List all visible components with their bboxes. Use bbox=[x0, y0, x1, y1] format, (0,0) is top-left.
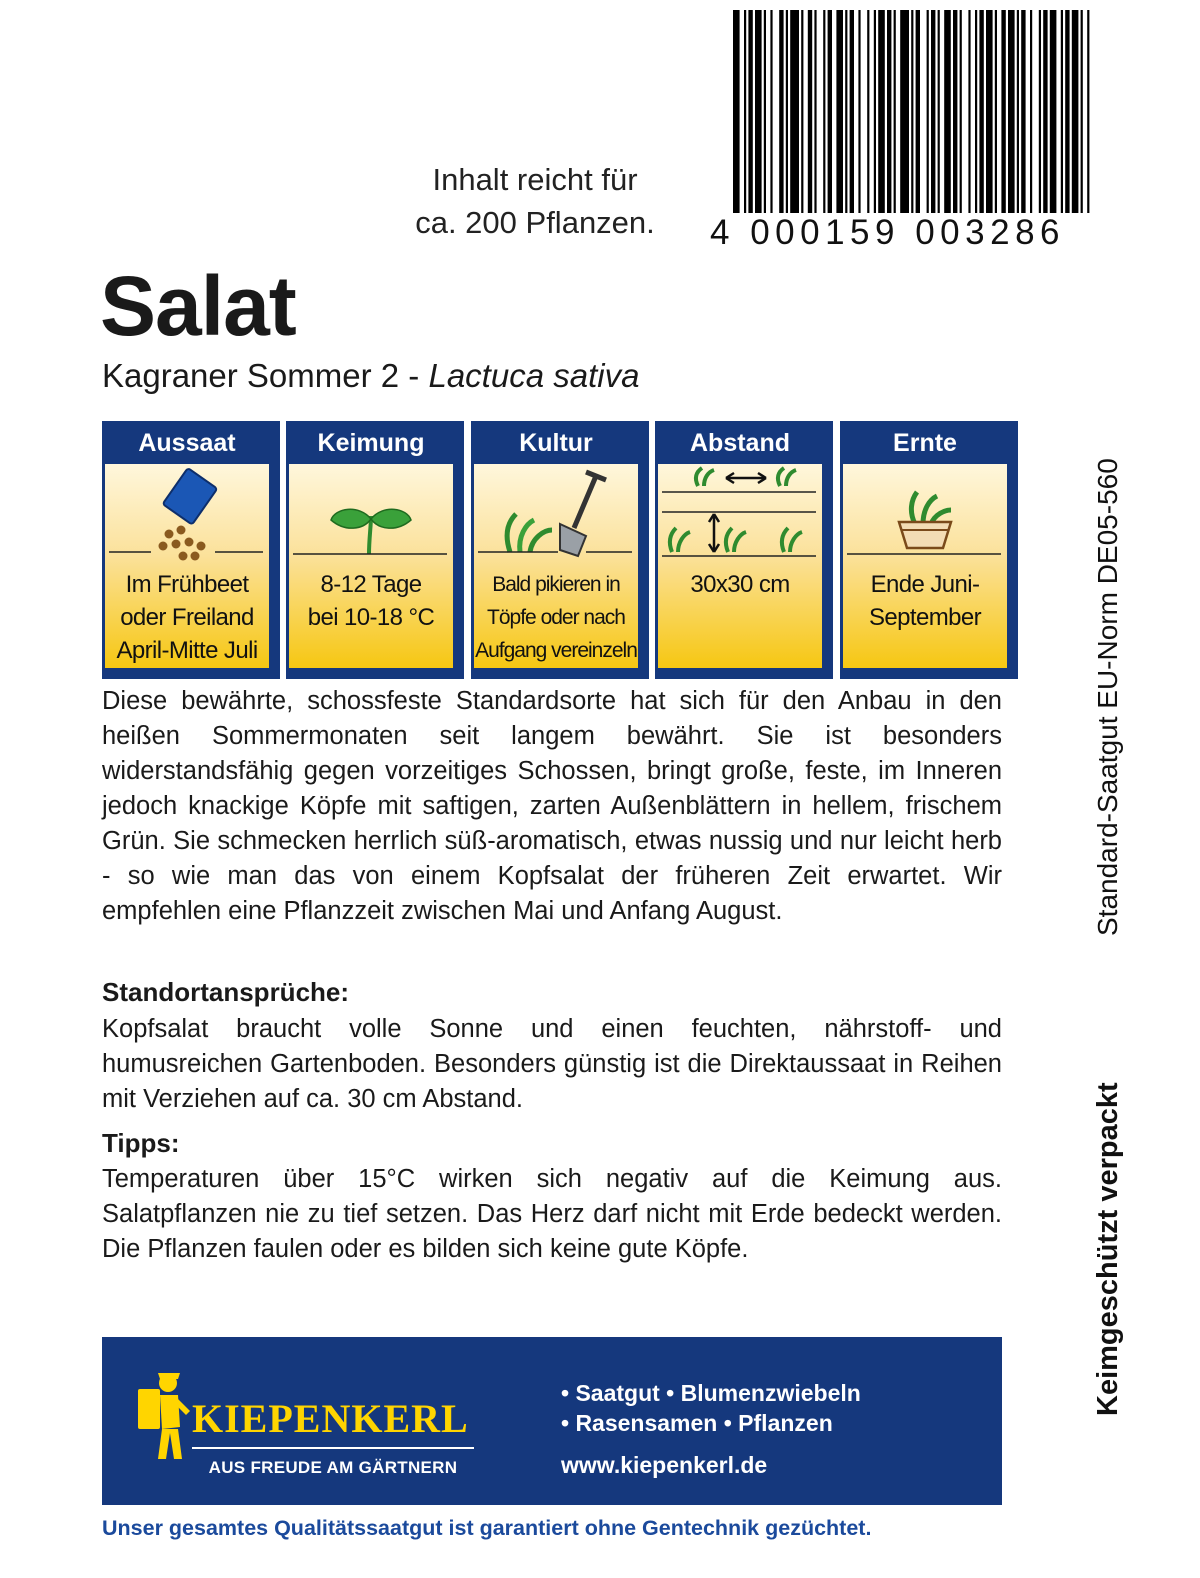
tile-kultur-heading: Kultur bbox=[474, 424, 638, 464]
packing-note: Keimgeschützt verpackt bbox=[1092, 1082, 1124, 1416]
tile-ernte-heading: Ernte bbox=[843, 424, 1007, 464]
seed-bag-icon bbox=[105, 464, 269, 564]
content-note bbox=[380, 158, 690, 244]
tile-abstand-text: 30x30 cm bbox=[690, 571, 790, 598]
spade-plants-icon bbox=[474, 464, 638, 564]
variety-name: Kagraner Sommer 2 - bbox=[102, 357, 429, 394]
location-text: Kopfsalat braucht volle Sonne und einen feuchten, nährstoff- und humusreichen Gartenboden. Besonders günstig ist die Direktaussaat in Reihen mit Verziehen auf ca. 30 cm Abstand. bbox=[102, 1015, 1002, 1113]
barcode-digits: 4 000159 003286 bbox=[710, 213, 1095, 253]
tile-keimung bbox=[286, 421, 464, 679]
brand-logo-text: KIEPENKERL bbox=[192, 1396, 469, 1441]
tips-heading: Tipps: bbox=[102, 1128, 180, 1158]
tile-ernte-text: Ende Juni- September bbox=[869, 571, 981, 631]
brand-divider bbox=[192, 1447, 474, 1449]
tile-kultur bbox=[471, 421, 649, 679]
tile-kultur-text: Bald pikieren in Töpfe oder nach Aufgang vereinzeln bbox=[475, 573, 637, 662]
page-title: Salat bbox=[100, 259, 296, 353]
location-heading: Standortansprüche: bbox=[102, 977, 350, 1007]
content-note-line1: Inhalt reicht für bbox=[432, 162, 638, 197]
tile-keimung-text: 8-12 Tage bei 10-18 °C bbox=[307, 571, 435, 631]
tile-abstand-heading: Abstand bbox=[658, 424, 822, 464]
tile-abstand bbox=[655, 421, 833, 679]
variety-subtitle bbox=[102, 357, 639, 395]
tile-ernte bbox=[840, 421, 1018, 679]
harvest-bowl-icon bbox=[843, 464, 1007, 564]
tips-text: Temperaturen über 15°C wirken sich negativ auf die Keimung aus. Salatpflanzen nie zu tief setzen. Das Herz darf nicht mit Erde bedeckt werden. Die Pflanzen faulen oder es bilden sich keine gute Köpfe. bbox=[102, 1165, 1002, 1263]
tile-keimung-heading: Keimung bbox=[289, 424, 453, 464]
content-note-line2: ca. 200 Pflanzen. bbox=[415, 205, 655, 240]
products-line1: • Saatgut • Blumenzwiebeln bbox=[561, 1380, 861, 1406]
tile-aussaat-heading: Aussaat bbox=[105, 424, 269, 464]
brand-slogan: AUS FREUDE AM GÄRTNERN bbox=[208, 1458, 458, 1477]
tile-aussaat-text: Im Frühbeet oder Freiland April-Mitte Juli bbox=[116, 571, 258, 664]
kiepenkerl-mascot-icon bbox=[130, 1367, 192, 1463]
latin-name: Lactuca sativa bbox=[428, 357, 640, 394]
standard-seed-note: Standard-Saatgut EU-Norm DE05-560 bbox=[1092, 458, 1123, 936]
tile-aussaat bbox=[102, 421, 280, 679]
gmo-free-note: Unser gesamtes Qualitätssaatgut ist garantiert ohne Gentechnik gezüchtet. bbox=[102, 1516, 872, 1540]
website-link[interactable]: www.kiepenkerl.de bbox=[561, 1452, 768, 1478]
seedling-icon bbox=[289, 464, 453, 564]
spacing-icon bbox=[658, 464, 822, 564]
products-line2: • Rasensamen • Pflanzen bbox=[561, 1410, 833, 1436]
description-text: Diese bewährte, schossfeste Standardsorte hat sich für den Anbau in den heißen Sommermonaten seit langem bewährt. Sie ist besonders widerstandsfähig gegen vorzeitiges Schossen, bringt große, feste, im Inneren jedoch knackige Köpfe mit saftigen, zarten Außenblättern in hellem, frischem Grün. Sie schmecken herrlich süß-aromatisch, etwas nussig und nur leicht herb - so wie man das von einem Kopfsalat der früheren Zeit erwartet. Wir empfehlen eine Pflanzzeit zwischen Mai und Anfang August. bbox=[102, 687, 1002, 925]
